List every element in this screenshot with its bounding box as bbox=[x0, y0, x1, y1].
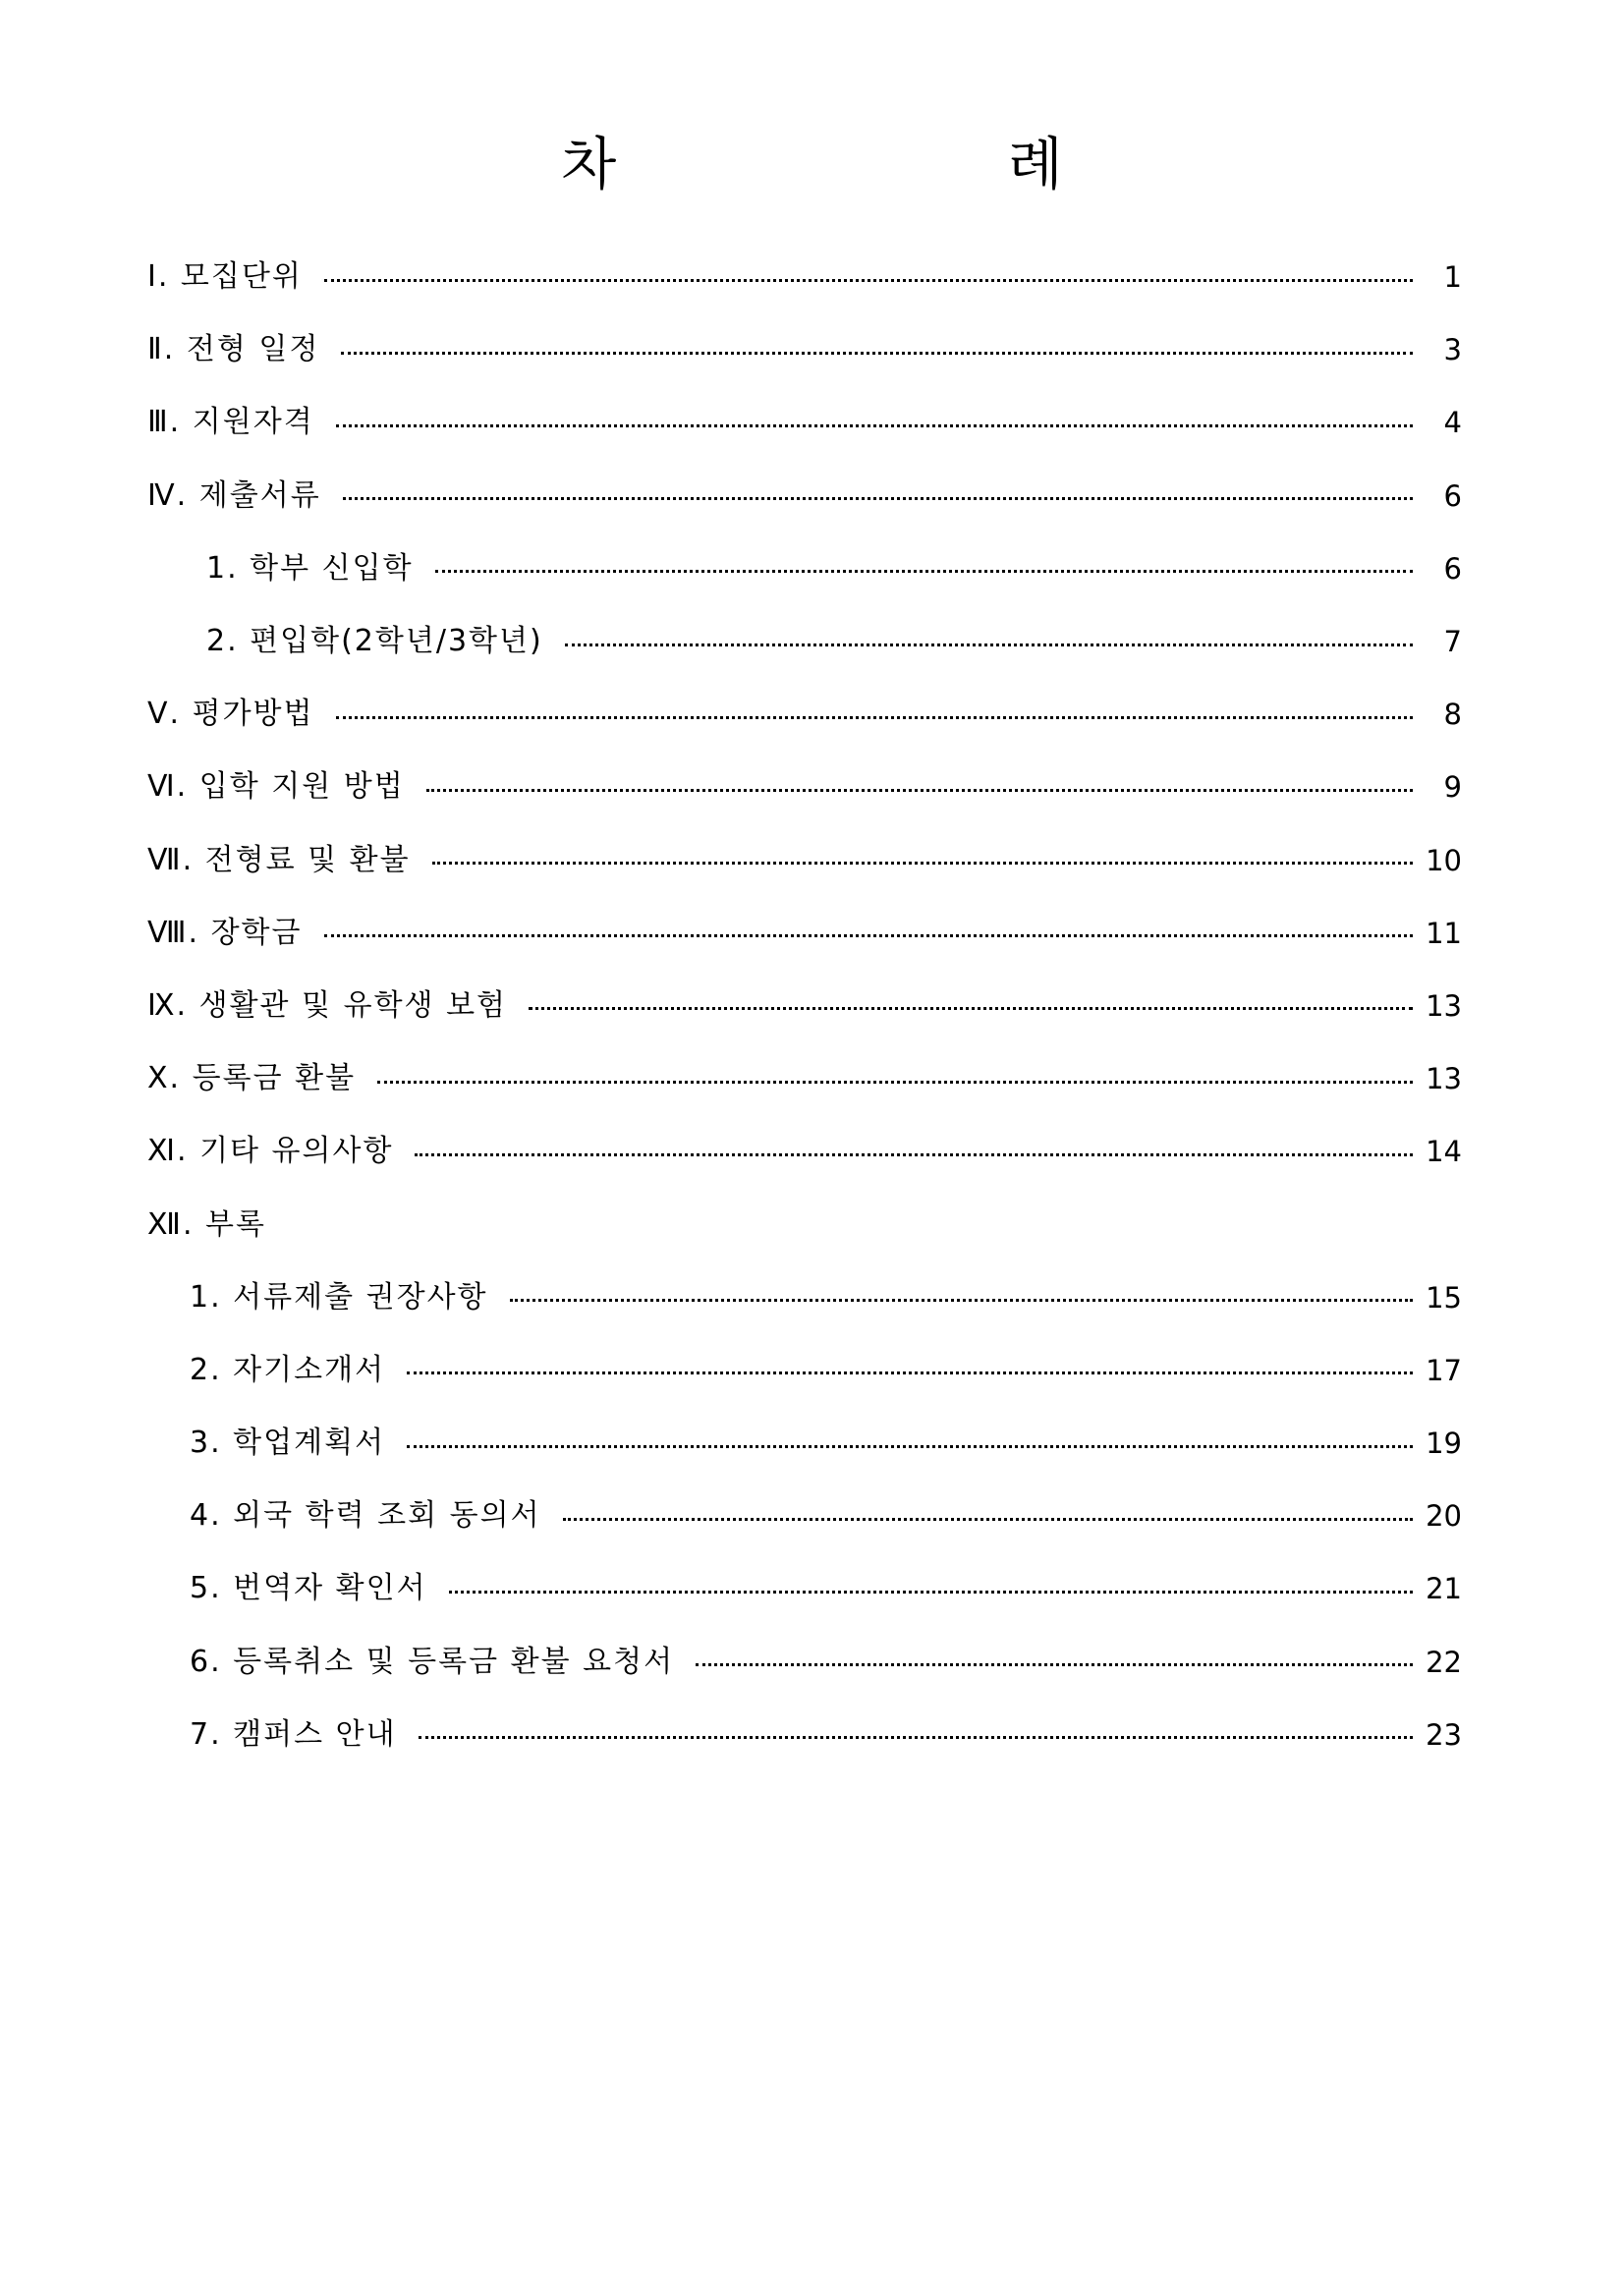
toc-entry-page: 7 bbox=[1443, 625, 1462, 659]
toc-entry[interactable] bbox=[0, 241, 1624, 313]
dot-leader bbox=[426, 789, 1413, 792]
toc-entry-page: 9 bbox=[1443, 770, 1462, 805]
dot-leader bbox=[419, 1736, 1413, 1739]
toc-entry[interactable] bbox=[0, 605, 1624, 678]
dot-leader bbox=[529, 1007, 1413, 1010]
toc-entry-label: 3. 학업계획서 bbox=[190, 1426, 386, 1461]
toc-entry[interactable] bbox=[0, 678, 1624, 751]
toc-entry-page: 4 bbox=[1443, 406, 1462, 440]
toc-entry-appendix[interactable] bbox=[0, 1188, 1624, 1260]
toc-entry-label: 6. 등록취소 및 등록금 환불 요청서 bbox=[190, 1644, 675, 1679]
toc-entry-label: 1. 서류제출 권장사항 bbox=[190, 1279, 488, 1315]
dot-leader bbox=[407, 1445, 1413, 1448]
toc-entry-page: 19 bbox=[1426, 1427, 1462, 1461]
toc-entry-page: 3 bbox=[1443, 333, 1462, 367]
dot-leader bbox=[324, 279, 1413, 282]
table-of-contents bbox=[0, 241, 1624, 1771]
toc-entry-label: 4. 외국 학력 조회 동의서 bbox=[190, 1498, 541, 1534]
toc-entry[interactable] bbox=[0, 1407, 1624, 1480]
toc-entry[interactable] bbox=[0, 532, 1624, 605]
dot-leader bbox=[341, 352, 1413, 355]
toc-entry-label: Ⅳ. 제출서류 bbox=[147, 477, 321, 513]
toc-entry-page: 8 bbox=[1443, 698, 1462, 732]
dot-leader bbox=[343, 497, 1413, 500]
toc-entry-label: 5. 번역자 확인서 bbox=[190, 1571, 427, 1606]
dot-leader bbox=[563, 1518, 1413, 1521]
toc-entry[interactable] bbox=[0, 1115, 1624, 1188]
toc-entry-page: 15 bbox=[1426, 1280, 1462, 1315]
dot-leader bbox=[415, 1153, 1413, 1156]
toc-entry-label: 2. 편입학(2학년/3학년) bbox=[206, 624, 543, 659]
toc-entry[interactable] bbox=[0, 824, 1624, 897]
toc-entry[interactable] bbox=[0, 1699, 1624, 1771]
toc-entry-label: Ⅹ. 등록금 환불 bbox=[147, 1061, 357, 1096]
toc-entry-label: Ⅺ. 기타 유의사항 bbox=[147, 1134, 394, 1169]
page-title: 차 례 bbox=[561, 130, 1250, 197]
toc-entry-label: Ⅲ. 지원자격 bbox=[147, 405, 314, 440]
dot-leader bbox=[336, 716, 1413, 719]
toc-entry-page: 11 bbox=[1426, 916, 1462, 950]
toc-entry[interactable] bbox=[0, 897, 1624, 970]
toc-entry[interactable] bbox=[0, 1480, 1624, 1552]
toc-entry-page: 13 bbox=[1426, 1062, 1462, 1096]
toc-entry[interactable] bbox=[0, 751, 1624, 823]
toc-entry-page: 13 bbox=[1426, 988, 1462, 1023]
dot-leader bbox=[435, 570, 1413, 573]
toc-entry-label: Ⅰ. 모집단위 bbox=[147, 259, 303, 295]
toc-entry-label: Ⅱ. 전형 일정 bbox=[147, 332, 320, 367]
dot-leader bbox=[565, 644, 1413, 646]
toc-entry-label: Ⅶ. 전형료 및 환불 bbox=[147, 842, 411, 877]
toc-entry[interactable] bbox=[0, 1042, 1624, 1115]
toc-entry-page: 14 bbox=[1426, 1135, 1462, 1169]
toc-entry[interactable] bbox=[0, 1334, 1624, 1407]
dot-leader bbox=[696, 1663, 1413, 1666]
toc-entry[interactable] bbox=[0, 970, 1624, 1042]
toc-entry[interactable] bbox=[0, 386, 1624, 459]
dot-leader bbox=[432, 862, 1413, 865]
toc-entry-page: 6 bbox=[1443, 478, 1462, 513]
dot-leader bbox=[324, 934, 1413, 937]
dot-leader bbox=[336, 424, 1413, 427]
toc-entry-label: Ⅴ. 평가방법 bbox=[147, 697, 314, 732]
dot-leader bbox=[407, 1371, 1413, 1374]
toc-entry-label: 2. 자기소개서 bbox=[190, 1352, 386, 1387]
toc-entry-label: Ⅻ. 부록 bbox=[147, 1206, 266, 1242]
toc-entry-page: 22 bbox=[1426, 1645, 1462, 1679]
toc-entry[interactable] bbox=[0, 1552, 1624, 1625]
toc-entry-label: Ⅷ. 장학금 bbox=[147, 915, 303, 950]
toc-entry-label: 1. 학부 신입학 bbox=[206, 550, 414, 586]
toc-entry-page: 23 bbox=[1426, 1717, 1462, 1752]
toc-entry-label: Ⅵ. 입학 지원 방법 bbox=[147, 769, 405, 805]
toc-entry-page: 6 bbox=[1443, 551, 1462, 586]
toc-entry-label: 7. 캠퍼스 안내 bbox=[190, 1716, 397, 1752]
toc-entry-page: 10 bbox=[1426, 843, 1462, 877]
toc-entry-label: Ⅸ. 생활관 및 유학생 보험 bbox=[147, 987, 508, 1023]
toc-entry-page: 20 bbox=[1426, 1499, 1462, 1534]
dot-leader bbox=[510, 1299, 1413, 1302]
toc-entry[interactable] bbox=[0, 313, 1624, 386]
toc-entry-page: 17 bbox=[1426, 1353, 1462, 1387]
toc-entry[interactable] bbox=[0, 1626, 1624, 1699]
toc-entry[interactable] bbox=[0, 460, 1624, 532]
toc-entry-page: 1 bbox=[1443, 260, 1462, 295]
dot-leader bbox=[377, 1081, 1413, 1084]
toc-entry[interactable] bbox=[0, 1261, 1624, 1334]
toc-entry-page: 21 bbox=[1426, 1572, 1462, 1606]
dot-leader bbox=[449, 1591, 1413, 1594]
